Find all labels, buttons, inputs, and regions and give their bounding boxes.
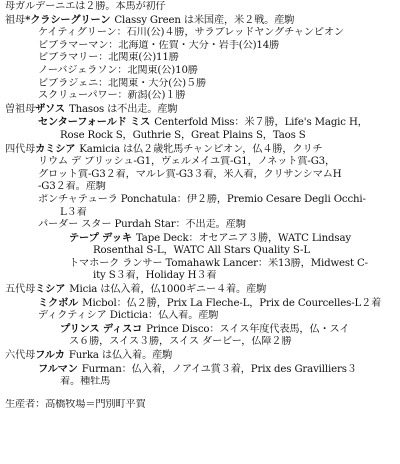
horse-record: Micia は仏入着，仏1000ギニー４着。産駒	[69, 284, 267, 296]
fifth-dam-heading	[5, 283, 392, 297]
horse-record: Micbol：仏２勝，Prix La Fleche-L，Prix de Courcelles-L２着	[82, 297, 382, 309]
offspring-line: ノーバジェラソン：北関東(公)10勝	[38, 64, 198, 76]
fourth-dam-heading	[5, 143, 392, 157]
offspring-line: スクリューパワー：新潟(公)１勝	[38, 90, 186, 102]
dam-line: 母ガルデーニエは２勝。本馬が初仔	[5, 1, 166, 12]
horse-record: Classy Green は米国産，米２戦。産駒	[114, 14, 295, 26]
horse-name: *クラシーグリーン	[25, 13, 111, 26]
grand-offspring-line	[5, 323, 392, 337]
horse-record: Prince Disco：スイス年度代表馬，仏・スイ	[146, 323, 350, 335]
offspring-line: ビブラマリー：北関東(公)11勝	[38, 52, 179, 64]
horse-name: フルマン	[38, 362, 78, 375]
continuation-line: Rose Rock S，Guthrie S，Great Plains S，Taos S	[60, 129, 306, 141]
great-granddam-heading	[5, 103, 392, 117]
horse-name: カミシア	[35, 142, 76, 155]
horse-record: Furman：仏入着，ノアイユ賞３着，Prix des Gravilliers３	[81, 363, 357, 375]
breeder-line: 生産者：高橋牧場＝門別町平賀	[5, 398, 146, 410]
horse-name: ミクボル	[38, 296, 79, 309]
offspring-line: ビブラマーマン：北海道・佐賀・大分・岩手(公)14勝	[38, 39, 280, 51]
offspring-line: パーダー スター Purdah Star：不出走。産駒	[38, 219, 246, 231]
grand-offspring-line	[5, 232, 392, 246]
sixth-dam-heading	[5, 349, 392, 363]
generation-label: 五代母	[5, 284, 36, 296]
offspring-line: ポンチャテューラ Ponchatula：伊２勝，Premio Cesare Degli Occhi-	[38, 193, 366, 205]
offspring-line	[5, 116, 392, 130]
continuation-line: 着。種牡馬	[60, 376, 111, 388]
horse-name: フルカ	[35, 349, 65, 362]
grand-offspring-line: トマホーク ランサー Tomahawk Lancer：米13勝，Midwest C-	[69, 257, 368, 269]
horse-name: プリンス ディスコ	[60, 322, 143, 335]
generation-label: 祖母	[5, 14, 26, 26]
generation-label: 曽祖母	[5, 103, 36, 115]
horse-name: テープ デッキ	[69, 231, 132, 244]
continuation-line: リウム デ プリッシュ-G1，ヴェルメイユ賞-G1，ノネット賞-G3，	[38, 156, 336, 168]
horse-name: ミシア	[35, 283, 66, 296]
offspring-line: ビブラジェニ：北関東・大分(公)５勝	[38, 77, 207, 89]
offspring-line: ディクティシア Dicticia：仏入着。産駒	[38, 310, 219, 322]
continuation-line: ス６勝，スイス３勝，スイス ダービー，仏障２勝	[69, 336, 292, 348]
horse-record: Tape Deck：オセアニア３勝，WATC Lindsay	[135, 232, 351, 244]
generation-label: 四代母	[5, 143, 36, 155]
horse-name: センターフォールド ミス	[38, 116, 151, 129]
granddam-heading	[5, 14, 392, 28]
horse-record: Centerfold Miss：米７勝，Life's Magic H，	[154, 117, 368, 129]
offspring-line: ケイティグリーン：石川(公)４勝，サラブレッドヤングチャンピオン	[38, 27, 344, 39]
horse-name: ザソス	[35, 102, 65, 115]
continuation-line: L３着	[60, 206, 87, 218]
offspring-line	[5, 297, 392, 311]
continuation-line: グロット賞-G3２着，マルレ賞-G3３着，米入着，クリサンシマムH	[38, 168, 342, 180]
continuation-line: -G3２着。産駒	[38, 181, 106, 193]
continuation-line: ity S３着，Holiday H３着	[93, 270, 217, 282]
horse-record: Kamicia は仏２歳牝馬チャンピオン，仏４勝，クリチ	[79, 143, 323, 155]
offspring-line	[5, 363, 392, 377]
continuation-line: Rosenthal S-L，WATC All Stars Quality S-L	[93, 245, 310, 257]
horse-record: Thasos は不出走。産駒	[68, 103, 178, 115]
horse-record: Furka は仏入着。産駒	[68, 350, 173, 362]
generation-label: 六代母	[5, 350, 36, 362]
